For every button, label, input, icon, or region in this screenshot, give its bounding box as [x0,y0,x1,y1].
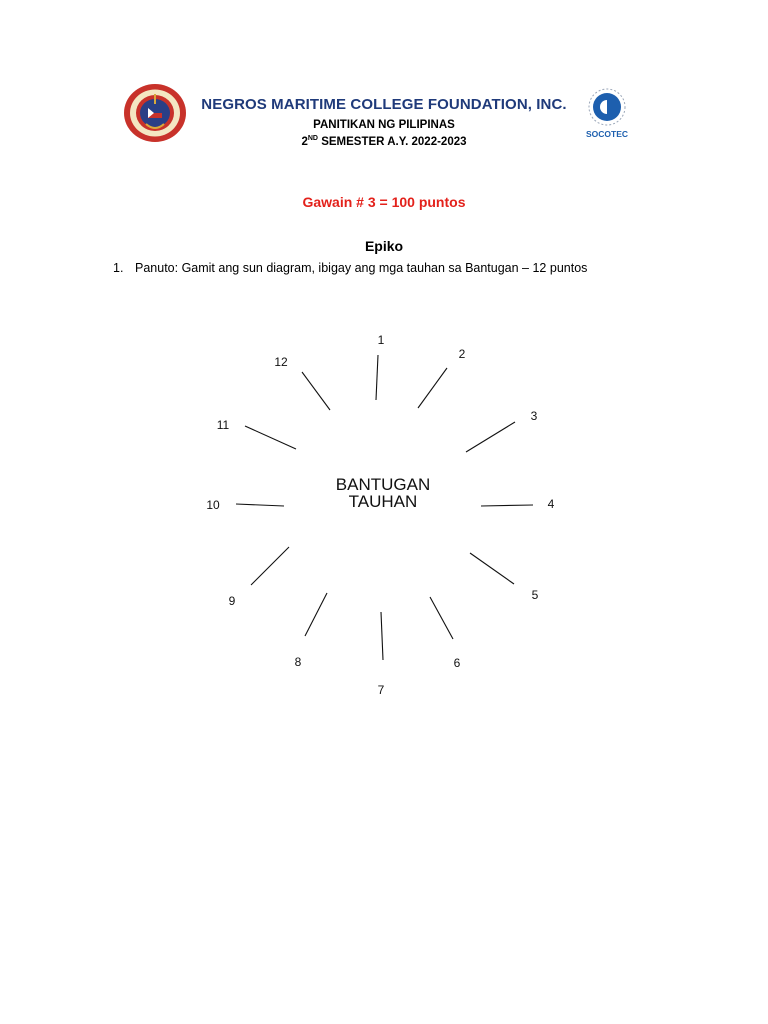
college-seal-icon [122,82,188,144]
instruction-text: Panuto: Gamit ang sun diagram, ibigay ang mga tauhan sa Bantugan – 12 puntos [135,261,588,275]
section-heading: Epiko [364,238,404,254]
center-label-line1: BANTUGAN [335,475,431,494]
socotec-certification-icon [574,80,638,142]
ray-line-12 [302,372,330,410]
college-name: NEGROS MARITIME COLLEGE FOUNDATION, INC. [201,96,567,113]
ray-label-8: 8 [294,655,302,669]
ray-label-3: 3 [530,409,538,423]
ray-line-1 [376,355,378,400]
ray-line-11 [245,426,296,449]
ray-line-6 [430,597,453,639]
ray-line-3 [466,422,515,452]
ray-label-5: 5 [531,588,539,602]
ray-label-4: 4 [547,497,555,511]
ray-line-2 [418,368,447,408]
ray-line-8 [305,593,327,636]
semester-rest: SEMESTER A.Y. 2022-2023 [318,136,467,148]
ray-label-11: 11 [216,418,230,432]
ray-line-10 [236,504,284,506]
ray-label-2: 2 [458,347,466,361]
sun-diagram [0,300,768,720]
ray-line-7 [381,612,383,660]
center-label-line2: TAUHAN [348,492,418,511]
ray-label-10: 10 [206,498,220,512]
ray-line-9 [251,547,289,585]
instruction-item [113,261,587,275]
ray-line-5 [470,553,514,584]
ray-label-1: 1 [377,333,385,347]
ray-label-7: 7 [377,683,385,697]
diagram-rays [206,333,554,697]
item-number: 1. [113,261,124,275]
activity-title: Gawain # 3 = 100 puntos [302,194,466,210]
ray-label-6: 6 [453,656,461,670]
ray-label-9: 9 [228,594,236,608]
ray-line-4 [481,505,533,506]
socotec-label: SOCOTEC [585,129,629,139]
ray-label-12: 12 [274,355,288,369]
semester-ordinal: 2 [301,136,308,148]
course-title: PANITIKAN NG PILIPINAS [313,119,455,131]
semester-line [0,136,768,148]
semester-suffix: ND [307,135,318,143]
